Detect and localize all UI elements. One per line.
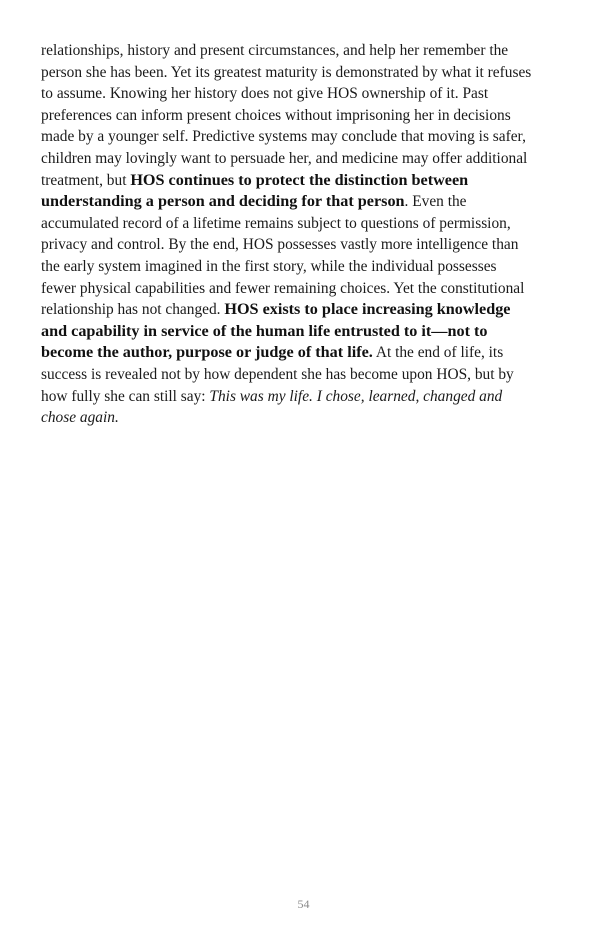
paragraph-text-2: . Even the accumulated record of a lifetime remains subject to questions of permission, privacy and control. By the end, HOS possesses vastly more intelligence than the early system imagined in the first story, while the individual possesses fewer physical capabilities and fewer remaining choices. Yet the constitutional relationship has not changed. <box>41 193 525 319</box>
paragraph-text-1: relationships, history and present circumstances, and help her remember the person she has been. Yet its greatest maturity is demonstrated by what it refuses to assume. Knowing her history does not give HOS ownership of it. Past preferences can inform present choices without imprisoning her in decisions made by a younger self. Predictive systems may conclude that moving is safer, children may lovingly want to persuade her, and medicine may offer additional treatment, but <box>41 42 532 189</box>
page-number: 54 <box>297 897 310 911</box>
paragraph-bold-1: HOS continues to protect the distinction between understanding a person and deciding for that person <box>41 170 469 211</box>
paragraph-text-3: At the end of life, its success is revealed not by how dependent she has become upon HOS, but by how fully she can still say: <box>41 344 514 405</box>
paragraph-bold-2: HOS exists to place increasing knowledge and capability in service of the human life entrusted to it—not to become the author, purpose or judge of that life. <box>41 300 511 362</box>
paragraph-italic-quote: This was my life. I chose, learned, changed and chose again. <box>41 387 503 427</box>
body-paragraph <box>41 40 533 429</box>
